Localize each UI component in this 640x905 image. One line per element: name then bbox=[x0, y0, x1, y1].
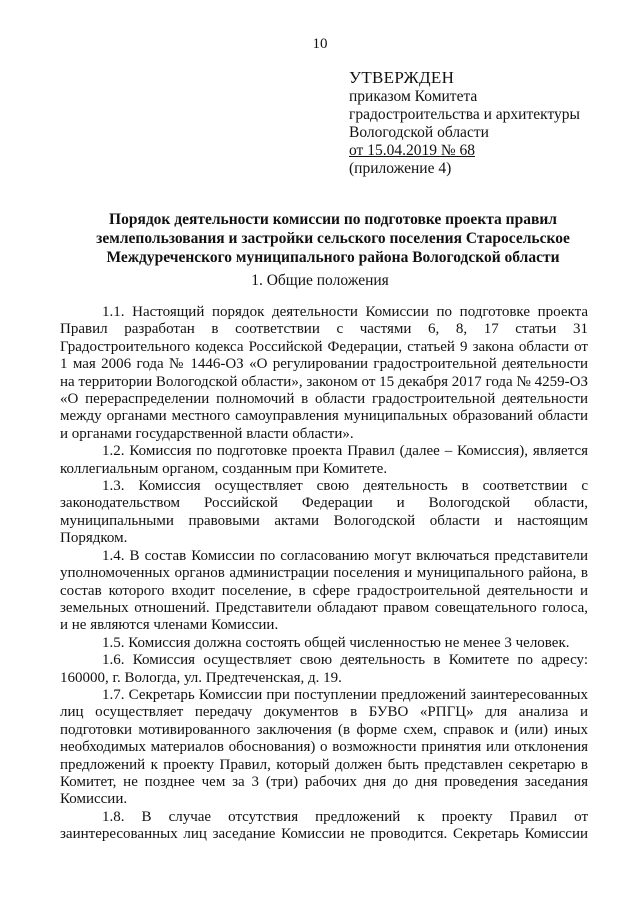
approval-heading: УТВЕРЖДЕН bbox=[349, 68, 455, 87]
approval-stamp bbox=[349, 68, 629, 178]
paragraph-1-5: 1.5. Комиссия должна состоять общей численностью не менее 3 человек. bbox=[102, 634, 570, 651]
approval-appendix: (приложение 4) bbox=[349, 160, 452, 177]
paragraph-1-6: 1.6. Комиссия осуществляет свою деятельность в Комитете по адресу: 160000, г. Вологда, ул. Предтеченская, д. 19. bbox=[60, 652, 588, 686]
approval-line: приказом Комитета bbox=[349, 88, 478, 105]
paragraph-1-7: 1.7. Секретарь Комиссии при поступлении предложений заинтересованных лиц осуществляет передачу документов в БУВО «РПГЦ» для анализа и подготовки мотивированного заключения (в форме схем, справок и (или) иных необходимых материалов обоснования) о возможности принятия или отклонения предложений к проекту Правил, который должен быть представлен секретарю в Комитет, не позднее чем за 3 (три) рабочих дня до дня проведения заседания Комиссии. bbox=[60, 686, 588, 808]
document-body bbox=[60, 304, 588, 844]
paragraph-1-2: 1.2. Комиссия по подготовке проекта Правил (далее – Комиссия), является коллегиальным органом, созданным при Комитете. bbox=[60, 443, 588, 477]
section-heading: 1. Общие положения bbox=[251, 272, 389, 289]
paragraph-1-1: 1.1. Настоящий порядок деятельности Комиссии по подготовке проекта Правил разработан в соответствии с частями 6, 8, 17 статьи 31 Градостроительного кодекса Российской Федерации, статьей 9 закона области от 1 мая 2006 года № 1446-ОЗ «О регулировании градостроительной деятельности на территории Вологодской области», законом от 15 декабря 2017 года № 4259-ОЗ «О перераспределении полномочий в области градостроительной деятельности между органами местного самоуправления муниципальных образований области и органами государственной власти области». bbox=[60, 304, 588, 442]
paragraph-1-3: 1.3. Комиссия осуществляет свою деятельность в соответствии с законодательством Российской Федерации и Вологодской области, муниципальными правовыми актами Вологодской области и настоящим Порядком. bbox=[60, 478, 588, 547]
document-title: Порядок деятельности комиссии по подготовке проекта правил землепользования и застройки сельского поселения Старосельское Междуреченского муниципального района Вологодской области bbox=[96, 211, 570, 266]
page-number: 10 bbox=[312, 36, 328, 52]
approval-date-number: от 15.04.2019 № 68 bbox=[349, 142, 475, 159]
approval-line: градостроительства и архитектуры bbox=[349, 106, 580, 123]
paragraph-1-4: 1.4. В состав Комиссии по согласованию могут включаться представители уполномоченных органов администрации поселения и муниципального района, в состав которого входит поселение, в сфере градостроительной деятельности и земельных отношений. Представители обладают правом совещательного голоса, и не являются членами Комиссии. bbox=[60, 547, 588, 634]
approval-line: Вологодской области bbox=[349, 124, 489, 141]
paragraph-1-8: 1.8. В случае отсутствия предложений к проекту Правил от заинтересованных лиц заседание Комиссии не проводится. Секретарь Комиссии bbox=[60, 808, 588, 843]
